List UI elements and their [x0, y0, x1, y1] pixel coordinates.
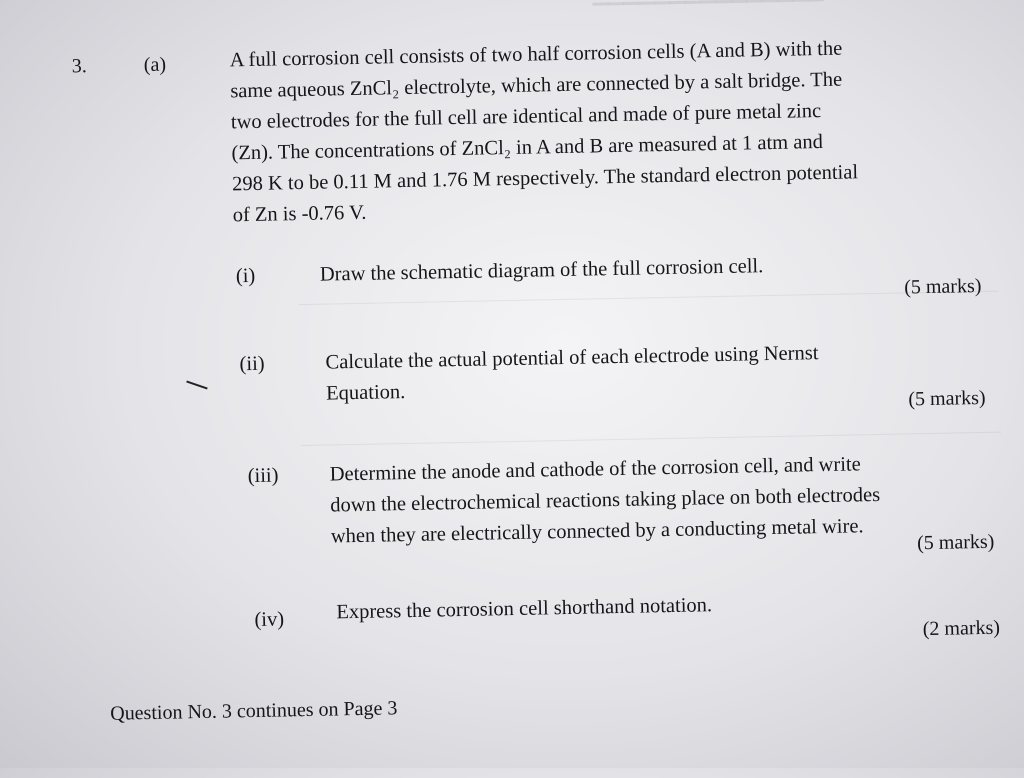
- subpart-line: Determine the anode and cathode of the corrosion cell, and write: [329, 453, 861, 486]
- marks-label: (5 marks): [904, 274, 982, 299]
- subpart-label: (ii): [239, 352, 265, 376]
- question-intro: [229, 31, 992, 232]
- subpart-line: Express the corrosion cell shorthand notation.: [336, 594, 713, 624]
- intro-line: of Zn is -0.76 V.: [232, 201, 367, 227]
- subpart-label: (iii): [247, 464, 279, 488]
- continuation-footer: Question No. 3 continues on Page 3: [110, 697, 398, 725]
- subpart-line: Equation.: [325, 381, 406, 405]
- subpart-label: (i): [235, 264, 256, 288]
- marks-label: (5 marks): [916, 530, 995, 555]
- subpart-text: [325, 338, 819, 409]
- intro-line: (Zn). The concentrations of ZnCl₂ in A and B are measured at 1 atm and: [231, 130, 824, 165]
- subpart-line: when they are electrically connected by a conducting metal wire.: [330, 515, 864, 548]
- question-number: 3.: [71, 55, 88, 78]
- subpart-text: [320, 251, 764, 291]
- part-label: (a): [143, 53, 167, 77]
- marks-label: (2 marks): [922, 616, 1001, 641]
- marks-label: (5 marks): [908, 386, 986, 411]
- subpart-line: Draw the schematic diagram of the full corrosion cell.: [319, 255, 764, 286]
- subpart-text: [336, 590, 712, 628]
- pen-tick-mark: [186, 381, 207, 390]
- subpart-text: [329, 449, 881, 553]
- subpart-label: (iv): [254, 608, 285, 631]
- bleed-through-text: ▔▔▔▔▔▔▔▔▔▔▔▔▔▔▔: [592, 0, 824, 27]
- subpart-line: down the electrochemical reactions taking place on both electrodes: [330, 483, 881, 517]
- intro-line: 298 K to be 0.11 M and 1.76 M respectively. The standard electron potential: [231, 161, 859, 196]
- intro-line: A full corrosion cell consists of two half corrosion cells (A and B) with the: [229, 37, 843, 72]
- intro-line: same aqueous ZnCl₂ electrolyte, which are connected by a salt bridge. The: [230, 68, 843, 103]
- subpart-line: Calculate the actual potential of each electrode using Nernst: [325, 342, 819, 374]
- intro-line: two electrodes for the full cell are identical and made of pure metal zinc: [230, 100, 822, 134]
